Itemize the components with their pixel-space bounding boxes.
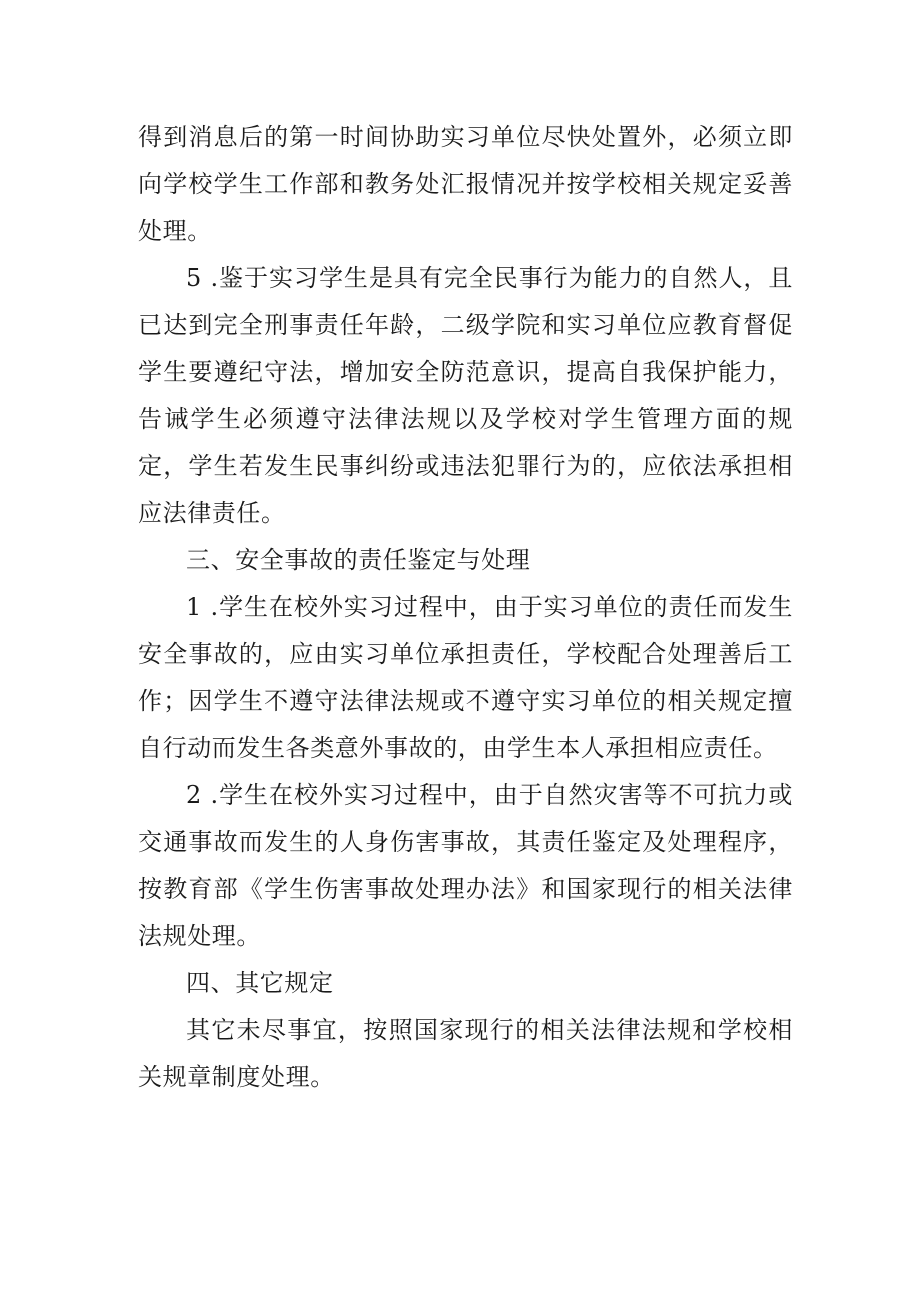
section-heading-4: 四、其它规定 [186,969,334,997]
paragraph-continuation: 得到消息后的第一时间协助实习单位尽快处置外，必须立即向学校学生工作部和教务处汇报情况并按学校相关规定妥善处理。 [138,123,793,245]
document-body [138,114,793,1101]
paragraph-other-provisions: 其它未尽事宜，按照国家现行的相关法律法规和学校相关规章制度处理。 [138,1016,793,1091]
section-heading-3: 三、安全事故的责任鉴定与处理 [186,546,531,574]
paragraph-item-1: 1 .学生在校外实习过程中，由于实习单位的责任而发生安全事故的，应由实习单位承担责任，学校配合处理善后工作；因学生不遵守法律法规或不遵守实习单位的相关规定擅自行动而发生各类意外事故的，由学生本人承担相应责任。 [138,593,793,762]
paragraph-item-5: 5 .鉴于实习学生是具有完全民事行为能力的自然人，且已达到完全刑事责任年龄，二级学院和实习单位应教育督促学生要遵纪守法，增加安全防范意识，提高自我保护能力，告诫学生必须遵守法律法规以及学校对学生管理方面的规定，学生若发生民事纠纷或违法犯罪行为的，应依法承担相应法律责任。 [138,264,793,527]
paragraph-item-2: 2 .学生在校外实习过程中，由于自然灾害等不可抗力或交通事故而发生的人身伤害事故，其责任鉴定及处理程序，按教育部《学生伤害事故处理办法》和国家现行的相关法律法规处理。 [138,781,793,950]
